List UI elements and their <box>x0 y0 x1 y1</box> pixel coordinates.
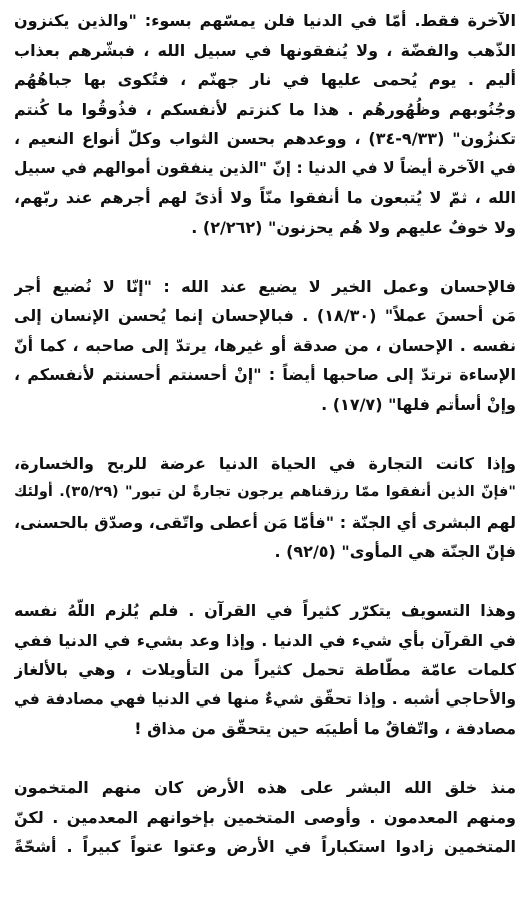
text-line: تكنزُون" (٩/٣٣-٣٤) ، ووعدهم بحسن الثواب وكلّ أنواع النعيم ، <box>14 129 516 148</box>
text-line: الذّهب والفضّة ، ولا يُنفقونها في سبيل الله ، فبشّرهم بعذاب <box>14 40 516 60</box>
text-line: وجُنُوبهم وظُهُورهُم . هذا ما كنزتم لأنفسكم ، فذُوقُوا ما كُنتم <box>14 99 516 119</box>
text-line: الله ، ثمّ لا يُتبعون ما أنفقوا منّاً ولا أذىً لهم أجرهم عند ربّهم، <box>14 188 516 207</box>
text-line: وإنْ أسأتم فلها" (١٧/٧) . <box>321 394 516 414</box>
book-page <box>14 6 516 904</box>
paragraph-2 <box>14 272 516 420</box>
paragraph-gap <box>14 744 516 774</box>
text-line: في الآخرة أيضاً لا في الدنيا : إنّ "الذين ينفقون أموالهم في سبيل <box>14 158 516 177</box>
text-line: المتخمين زادوا استكباراً في الأرض وعتوا عتواً كبيراً . أشحّةً <box>14 837 516 856</box>
text-line: الإساءة ترتدّ إلى صاحبها أيضاً : "إنْ أحسنتم أحسنتم لأنفسكم ، <box>14 365 516 384</box>
paragraph-5 <box>14 773 516 862</box>
paragraph-4 <box>14 596 516 744</box>
text-line: "فإنّ الذين أنفقوا ممّا رزقناهم يرجون تجارةً لن تبور" (٣٥/٢٩). أولئك <box>14 484 516 500</box>
text-line: والأحاجي أشبه . وإذا تحقّق شيءٌ منها في الدنيا فهي مصادفة في <box>14 689 516 708</box>
text-line: لهم البشرى أي الجنّة : "فأمّا مَن أعطى واتّقى، وصدّق بالحسنى، <box>14 512 516 532</box>
paragraph-gap <box>14 567 516 597</box>
text-line: وهذا التسويف يتكرّر كثيراً في القرآن . فلم يُلزم اللّهُ نفسه <box>14 601 516 620</box>
text-line: مصادفة ، واتّفاقٌ ما أطيبَه حين يتحقّق من مذاق ! <box>134 719 516 738</box>
text-line: أليم . يوم يُحمى عليها في نار جهنّم ، فتُكوى بها جباهُهُم <box>14 70 516 89</box>
paragraph-3 <box>14 449 516 567</box>
text-line: الآخرة فقط. أمّا في الدنيا فلن يمسّهم بسوء: "والذين يكنزون <box>14 11 516 30</box>
text-line: فالإحسان وعمل الخير لا يضيع عند الله : "إنّا لا نُضيع أجر <box>14 276 516 296</box>
text-line: منذ خلق الله البشر على هذه الأرض كان منهم المتخمون <box>14 778 516 797</box>
text-line: وإذا كانت التجارة في الحياة الدنيا عرضة للربح والخسارة، <box>14 453 516 473</box>
text-line: كلمات عامّة مطّاطة تحمل كثيراً من التأويلات ، وهي بالألغاز <box>14 660 516 679</box>
text-line: ومنهم المعدمون . وأوصى المتخمين بإخوانهم المعدمين . لكنّ <box>14 807 516 827</box>
paragraph-gap <box>14 242 516 272</box>
paragraph-1 <box>14 6 516 242</box>
text-line: ولا خوفٌ عليهم ولا هُم يحزنون" (٢/٢٦٢) . <box>191 217 516 237</box>
paragraph-gap <box>14 419 516 449</box>
text-line: فإنّ الجنّة هي المأوى" (٩٢/٥) . <box>274 542 516 561</box>
text-line: نفسه . الإحسان ، من صدقة أو غيرها، يرتدّ إلى صاحبه ، كما أنّ <box>14 335 516 355</box>
text-line: في القرآن بأي شيء في الدنيا . وإذا وعد بشيء في الدنيا ففي <box>14 630 516 650</box>
text-line: مَن أحسنَ عملاً" (١٨/٣٠) . فبالإحسان إنما يُحسن الإنسان إلى <box>14 306 516 325</box>
